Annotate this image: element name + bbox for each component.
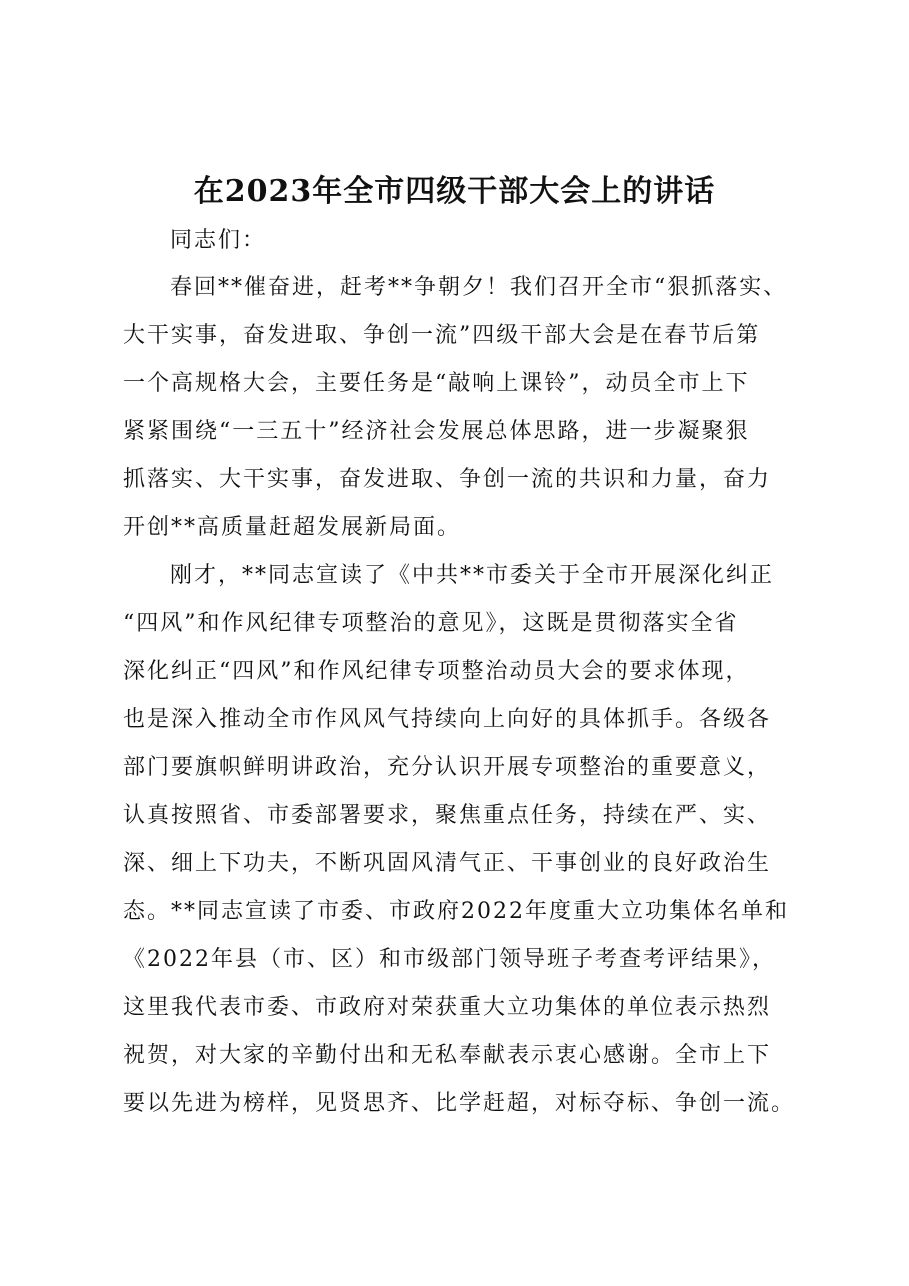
text-line: 态。**同志宣读了市委、市政府2022年度重大立功集体名单和 <box>123 899 789 924</box>
text-line: “四风”和作风纪律专项整治的意见》，这既是贯彻落实全省 <box>123 611 739 636</box>
text-line: 春回**催奋进，赶考**争朝夕！我们召开全市“狠抓落实、 <box>170 275 788 300</box>
text-line: 深、细上下功夫，不断巩固风清气正、干事创业的良好政治生 <box>123 851 772 876</box>
text-line: 抓落实、大干实事，奋发进取、争创一流的共识和力量，奋力 <box>123 467 772 492</box>
text-line: 要以先进为榜样，见贤思齐、比学赶超，对标夺标、争创一流。 <box>123 1091 796 1116</box>
text-line: 深化纠正“四风”和作风纪律专项整治动员大会的要求体现， <box>123 659 750 684</box>
text-line: 大干实事，奋发进取、争创一流”四级干部大会是在春节后第 <box>123 323 761 348</box>
text-line: 祝贺，对大家的辛勤付出和无私奉献表示衷心感谢。全市上下 <box>123 1043 772 1068</box>
text-line: 刚才，**同志宣读了《中共**市委关于全市开展深化纠正 <box>170 563 775 588</box>
text-line: 《2022年县（市、区）和市级部门领导班子考查考评结果》， <box>123 947 776 972</box>
salutation: 同志们： <box>170 228 267 253</box>
text-line: 部门要旗帜鲜明讲政治，充分认识开展专项整治的重要意义， <box>123 755 772 780</box>
text-line: 这里我代表市委、市政府对荣获重大立功集体的单位表示热烈 <box>123 995 772 1020</box>
text-line: 开创**高质量赶超发展新局面。 <box>123 515 462 540</box>
text-line: 也是深入推动全市作风风气持续向上向好的具体抓手。各级各 <box>123 707 772 732</box>
document-title: 在2023年全市四级干部大会上的讲话 <box>193 174 716 209</box>
text-line: 紧紧围绕“一三五十”经济社会发展总体思路，进一步凝聚狠 <box>123 419 750 444</box>
text-line: 一个高规格大会，主要任务是“敲响上课铃”，动员全市上下 <box>123 371 750 396</box>
text-line: 认真按照省、市委部署要求，聚焦重点任务，持续在严、实、 <box>123 803 772 828</box>
